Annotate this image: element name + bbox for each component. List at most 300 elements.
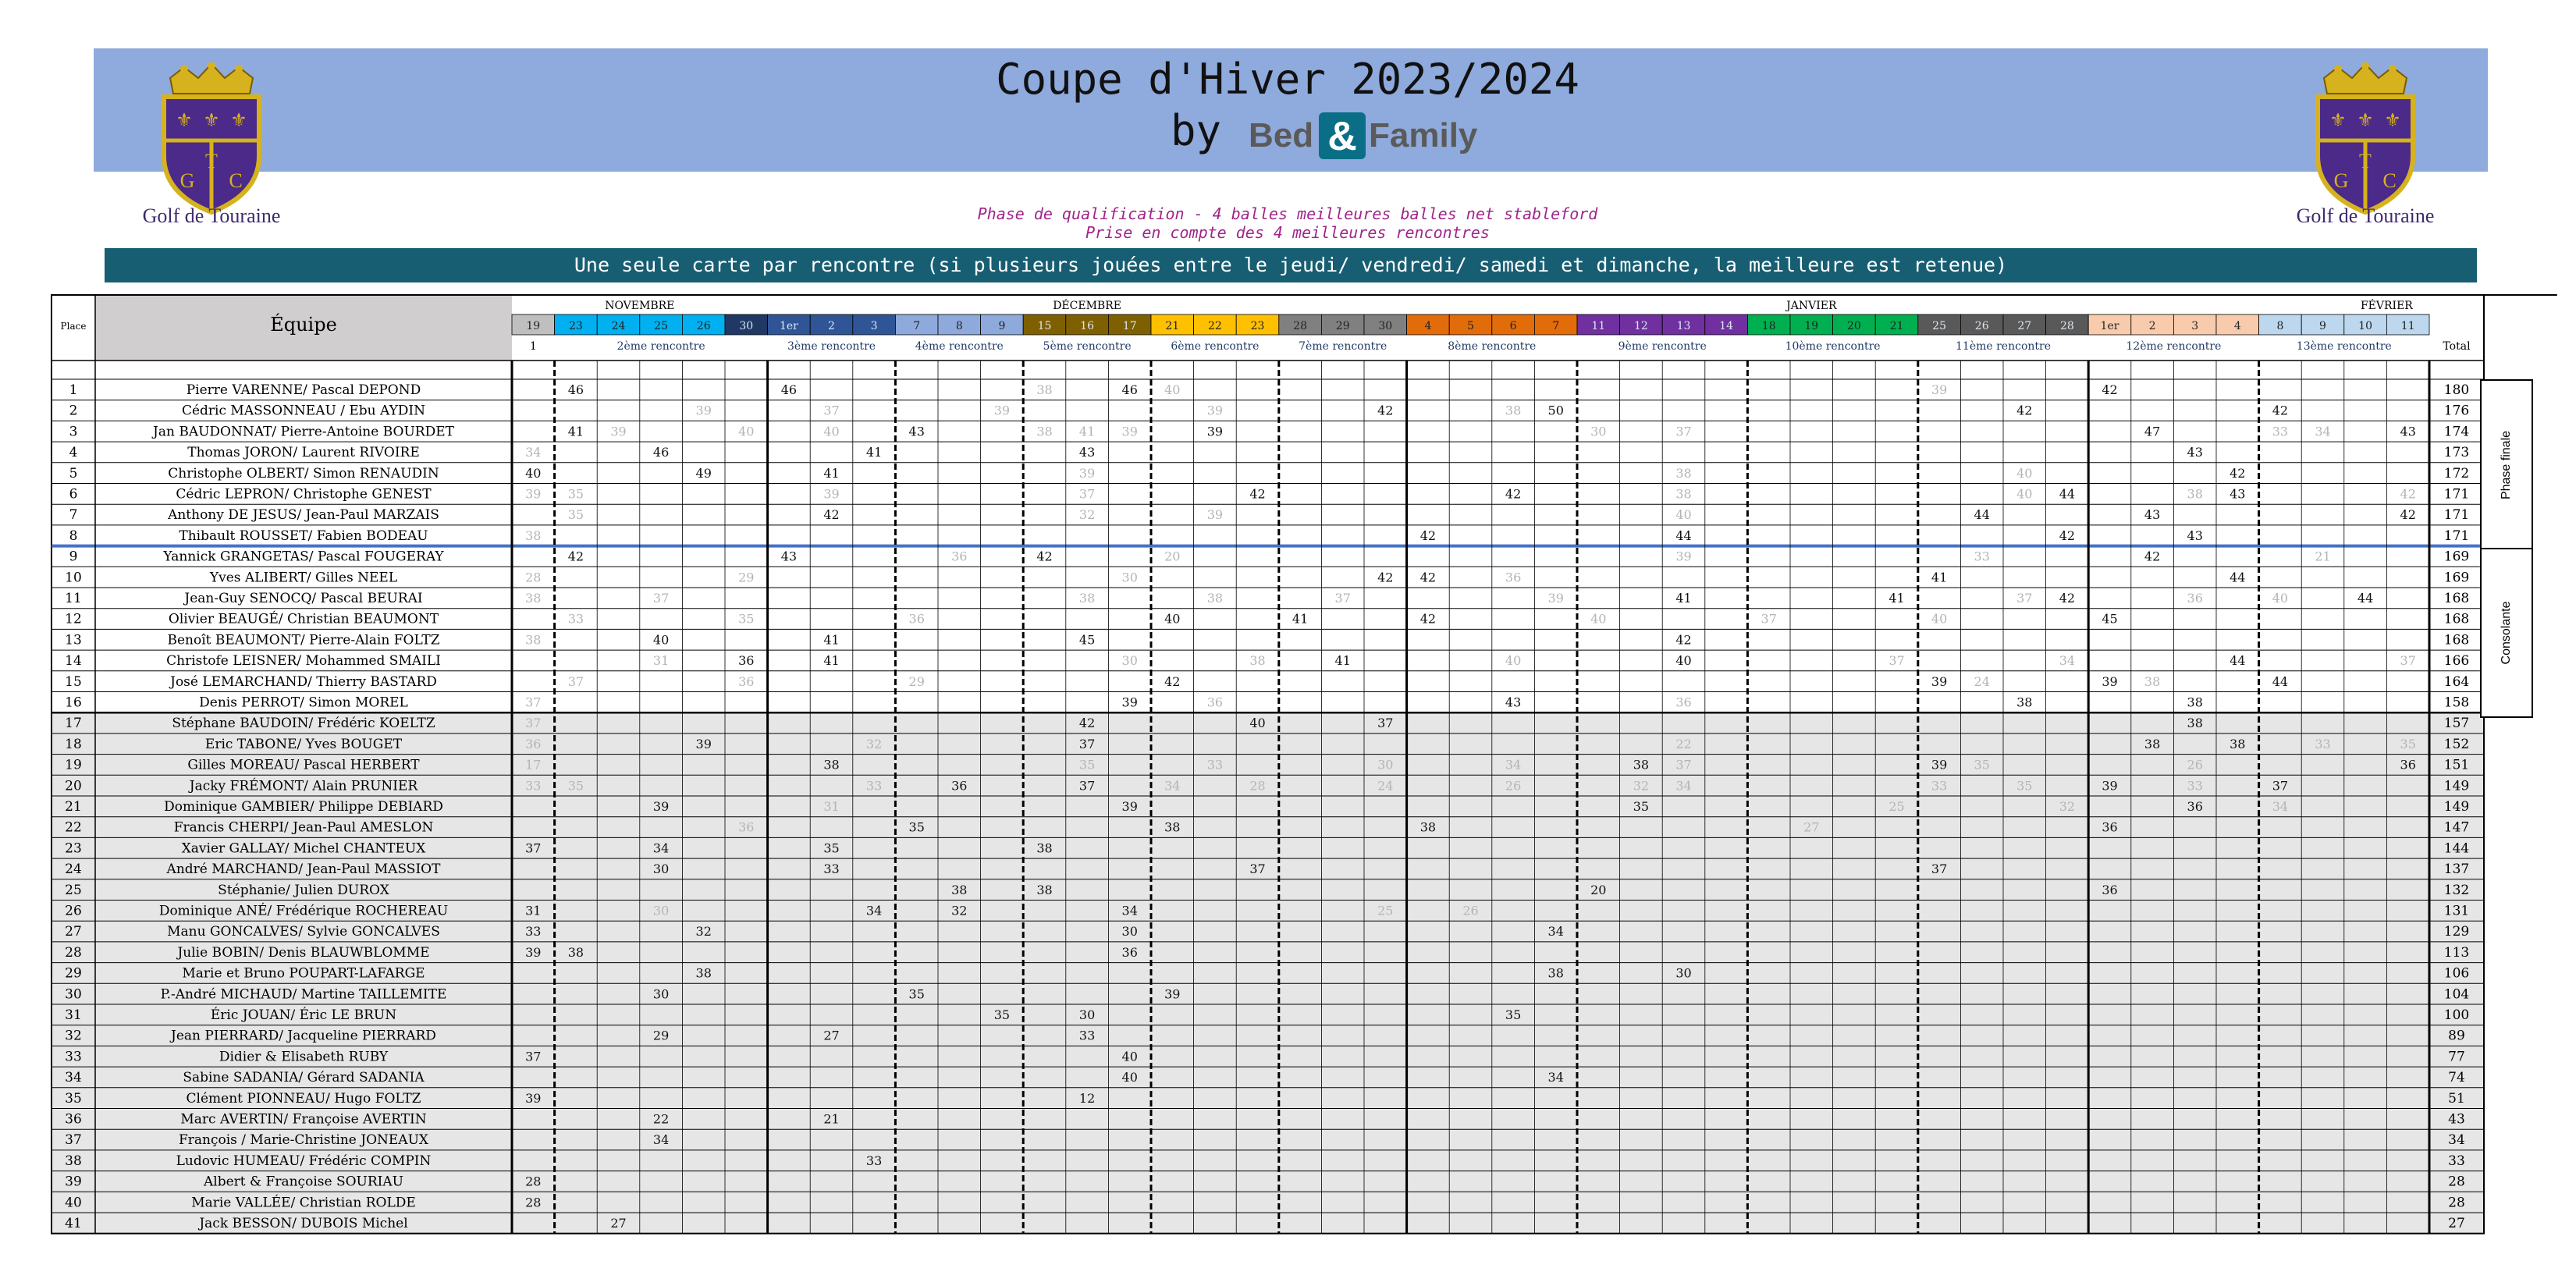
score-cell: 38 (2016, 695, 2033, 710)
place-cell: 2 (69, 403, 78, 419)
round-label-6: 8ème rencontre (1448, 340, 1537, 353)
place-cell: 41 (65, 1216, 82, 1231)
total-cell: 180 (2443, 382, 2470, 398)
score-cell: 38 (1164, 819, 1181, 835)
day-label: 11 (1591, 320, 1606, 332)
score-cell: 38 (2187, 695, 2203, 710)
score-cell: 42 (1164, 673, 1181, 689)
total-cell: 158 (2443, 695, 2470, 711)
score-cell: 37 (567, 673, 584, 689)
score-cell: 40 (738, 424, 755, 439)
score-cell: 46 (652, 445, 670, 460)
score-cell: 33 (1206, 757, 1224, 773)
score-cell: 42 (2144, 549, 2161, 564)
score-cell: 33 (2315, 736, 2331, 751)
total-cell: 147 (2443, 819, 2470, 836)
day-label: 2 (828, 320, 835, 332)
score-cell: 50 (1547, 403, 1564, 418)
score-cell: 34 (652, 840, 670, 856)
score-cell: 38 (525, 528, 542, 543)
score-cell: 35 (908, 819, 925, 835)
day-label: 11 (2400, 320, 2415, 332)
score-cell: 44 (1675, 528, 1692, 543)
total-cell: 33 (2448, 1153, 2465, 1169)
team-cell: Pierre VARENNE/ Pascal DEPOND (186, 382, 421, 398)
day-label: 17 (1122, 320, 1137, 332)
score-cell: 37 (1675, 757, 1692, 773)
total-cell: 157 (2443, 716, 2470, 732)
place-cell: 29 (65, 965, 82, 982)
score-cell: 36 (1505, 570, 1522, 585)
total-cell: 149 (2443, 799, 2470, 815)
score-cell: 44 (2059, 486, 2076, 502)
score-cell: 39 (1206, 424, 1224, 439)
round-label-9: 11ème rencontre (1956, 340, 2051, 353)
score-cell: 34 (865, 903, 883, 918)
place-cell: 23 (65, 840, 82, 857)
month-label-3: FÉVRIER (2360, 300, 2413, 312)
score-cell: 25 (1888, 799, 1905, 814)
score-cell: 30 (1675, 965, 1692, 981)
score-cell: 41 (865, 445, 883, 460)
score-cell: 42 (2272, 403, 2289, 418)
total-cell: 171 (2443, 507, 2470, 524)
score-cell: 41 (823, 653, 840, 669)
score-cell: 39 (1931, 382, 1948, 397)
score-cell: 39 (525, 1090, 542, 1106)
round-label-4: 6ème rencontre (1171, 340, 1260, 353)
svg-text:⚜: ⚜ (230, 109, 247, 131)
place-cell: 27 (65, 924, 82, 940)
score-cell: 35 (567, 486, 584, 502)
score-cell: 30 (1078, 1007, 1096, 1022)
score-cell: 40 (1505, 653, 1522, 669)
score-cell: 30 (652, 986, 670, 1002)
score-cell: 39 (1078, 465, 1096, 481)
score-cell: 26 (1462, 903, 1479, 918)
team-cell: Julie BOBIN/ Denis BLAUWBLOMME (177, 944, 430, 961)
score-cell: 24 (1974, 673, 1990, 689)
place-cell: 16 (65, 695, 82, 711)
score-cell: 36 (951, 549, 968, 564)
score-cell: 42 (1419, 570, 1437, 585)
team-cell: Jean PIERRARD/ Jacqueline PIERRARD (171, 1028, 436, 1044)
score-cell: 37 (525, 695, 542, 710)
score-cell: 38 (823, 757, 840, 773)
score-cell: 27 (1803, 819, 1820, 835)
score-cell: 40 (1590, 611, 1607, 627)
place-cell: 22 (65, 819, 82, 836)
score-cell: 43 (908, 424, 925, 439)
sponsor-right: Family (1369, 116, 1478, 155)
day-label: 8 (2276, 320, 2284, 332)
score-cell: 28 (525, 1195, 542, 1210)
day-label: 21 (1165, 320, 1180, 332)
score-cell: 42 (823, 507, 840, 523)
team-cell: Stéphane BAUDOIN/ Frédéric KOELTZ (172, 716, 435, 732)
score-cell: 38 (1206, 591, 1224, 606)
place-cell: 19 (65, 757, 82, 773)
day-label: 14 (1719, 320, 1734, 332)
day-label: 1er (2100, 320, 2119, 332)
day-label: 23 (568, 320, 583, 332)
score-cell: 40 (1121, 1049, 1138, 1064)
score-cell: 34 (525, 445, 542, 460)
score-cell: 42 (1377, 403, 1394, 418)
score-cell: 42 (1505, 486, 1522, 502)
day-label: 18 (1761, 320, 1776, 332)
team-cell: Thomas JORON/ Laurent RIVOIRE (187, 445, 420, 461)
svg-text:⚜: ⚜ (2329, 109, 2347, 131)
score-cell: 37 (1888, 653, 1905, 669)
team-cell: Cédric MASSONNEAU / Ebu AYDIN (181, 403, 426, 419)
day-label: 25 (654, 320, 669, 332)
team-cell: Olivier BEAUGÉ/ Christian BEAUMONT (168, 611, 439, 627)
score-cell: 43 (2187, 445, 2203, 460)
team-cell: François / Marie-Christine JONEAUX (178, 1132, 429, 1149)
month-label-0: NOVEMBRE (605, 300, 675, 312)
team-cell: P.-André MICHAUD/ Martine TAILLEMITE (160, 986, 447, 1003)
club-name-right: Golf de Touraine (2296, 204, 2435, 227)
score-cell: 27 (823, 1028, 840, 1043)
place-cell: 35 (65, 1090, 82, 1107)
score-cell: 37 (2400, 653, 2416, 669)
svg-text:G: G (2333, 169, 2349, 192)
round-label-7: 9ème rencontre (1618, 340, 1707, 353)
total-cell: 173 (2443, 445, 2470, 461)
place-cell: 30 (65, 986, 82, 1003)
place-cell: 26 (65, 903, 82, 919)
total-cell: 168 (2443, 611, 2470, 627)
place-cell: 6 (69, 486, 78, 503)
day-label: 9 (2319, 320, 2326, 332)
svg-text:⚜: ⚜ (176, 109, 193, 131)
club-name-left: Golf de Touraine (142, 204, 281, 227)
svg-text:C: C (229, 169, 243, 192)
place-cell: 5 (69, 465, 78, 481)
day-label: 10 (2358, 320, 2373, 332)
team-cell: Éric JOUAN/ Éric LE BRUN (210, 1007, 397, 1023)
place-cell: 10 (65, 570, 82, 586)
score-cell: 36 (2187, 799, 2203, 814)
score-cell: 25 (1377, 903, 1394, 918)
total-cell: 144 (2443, 840, 2470, 857)
score-cell: 39 (1121, 695, 1138, 710)
score-cell: 38 (1036, 840, 1053, 856)
place-cell: 36 (65, 1111, 82, 1128)
score-cell: 39 (1675, 549, 1692, 564)
total-cell: 137 (2443, 861, 2470, 878)
score-cell: 47 (2144, 424, 2161, 439)
score-cell: 38 (2144, 736, 2161, 751)
score-cell: 28 (525, 570, 542, 585)
place-cell: 18 (65, 736, 82, 752)
place-cell: 34 (65, 1070, 82, 1086)
total-cell: 89 (2448, 1028, 2465, 1044)
consolante-label: Consolante (2500, 601, 2513, 665)
svg-text:C: C (2382, 169, 2397, 192)
team-cell: Didier & Elisabeth RUBY (219, 1049, 389, 1065)
place-cell: 20 (65, 778, 82, 794)
score-cell: 33 (823, 861, 840, 877)
score-cell: 40 (652, 632, 670, 648)
team-cell: Albert & Françoise SOURIAU (204, 1174, 403, 1190)
day-label: 21 (1889, 320, 1904, 332)
score-cell: 40 (1931, 611, 1948, 627)
score-cell: 42 (2400, 486, 2416, 502)
score-cell: 31 (823, 799, 840, 814)
total-cell: 129 (2443, 924, 2470, 940)
score-cell: 38 (567, 944, 584, 960)
score-cell: 41 (1931, 570, 1948, 585)
score-cell: 41 (1334, 653, 1351, 669)
team-cell: Anthony DE JESUS/ Jean-Paul MARZAIS (168, 507, 439, 524)
place-cell: 9 (69, 549, 78, 565)
day-label: 23 (1250, 320, 1265, 332)
score-cell: 42 (2059, 591, 2076, 606)
day-label: 2 (2148, 320, 2156, 332)
score-cell: 42 (2400, 507, 2416, 523)
score-cell: 40 (2016, 465, 2033, 481)
score-cell: 44 (2357, 591, 2374, 606)
score-cell: 33 (2272, 424, 2289, 439)
score-cell: 36 (738, 819, 755, 835)
score-cell: 49 (695, 465, 712, 481)
svg-text:G: G (179, 169, 195, 192)
score-cell: 39 (2102, 778, 2118, 794)
place-cell: 8 (69, 528, 78, 544)
score-cell: 38 (1036, 424, 1053, 439)
score-cell: 37 (1931, 861, 1948, 877)
score-cell: 46 (567, 382, 584, 397)
day-label: 22 (1207, 320, 1222, 332)
score-cell: 29 (652, 1028, 670, 1043)
total-cell: 166 (2443, 653, 2470, 670)
score-cell: 12 (1078, 1090, 1096, 1106)
place-cell: 33 (65, 1049, 82, 1065)
score-cell: 37 (2272, 778, 2289, 794)
score-cell: 35 (1633, 799, 1650, 814)
score-cell: 41 (823, 632, 840, 648)
score-cell: 22 (1675, 736, 1692, 751)
day-label: 12 (1633, 320, 1648, 332)
score-cell: 43 (2400, 424, 2416, 439)
score-cell: 39 (652, 799, 670, 814)
day-label: 13 (1676, 320, 1691, 332)
day-label: 30 (739, 320, 754, 332)
score-cell: 41 (1292, 611, 1309, 627)
score-cell: 35 (993, 1007, 1011, 1022)
score-cell: 37 (1675, 424, 1692, 439)
score-cell: 37 (823, 403, 840, 418)
day-label: 20 (1846, 320, 1861, 332)
team-cell: Jacky FRÉMONT/ Alain PRUNIER (189, 778, 418, 794)
score-cell: 37 (1377, 716, 1394, 731)
score-cell: 30 (652, 903, 670, 918)
score-cell: 38 (695, 965, 712, 981)
score-cell: 32 (865, 736, 883, 751)
total-cell: 169 (2443, 570, 2470, 586)
place-cell: 15 (65, 673, 82, 690)
round-label-2: 4ème rencontre (915, 340, 1004, 353)
round-label-8: 10ème rencontre (1785, 340, 1881, 353)
score-cell: 40 (1249, 716, 1266, 731)
score-cell: 43 (1078, 445, 1096, 460)
score-cell: 42 (1675, 632, 1692, 648)
score-cell: 38 (2144, 673, 2161, 689)
score-cell: 40 (1164, 611, 1181, 627)
score-cell: 35 (2016, 778, 2033, 794)
place-cell: 24 (65, 861, 82, 878)
score-cell: 38 (1249, 653, 1266, 669)
score-cell: 37 (525, 840, 542, 856)
team-cell: Jan BAUDONNAT/ Pierre-Antoine BOURDET (153, 424, 454, 440)
score-cell: 38 (1419, 819, 1437, 835)
team-cell: Marc AVERTIN/ Françoise AVERTIN (180, 1111, 427, 1128)
score-cell: 26 (1505, 778, 1522, 794)
score-cell: 22 (652, 1111, 670, 1127)
total-cell: 151 (2443, 757, 2470, 773)
score-cell: 27 (610, 1216, 627, 1231)
day-label: 25 (1932, 320, 1947, 332)
page-title: Coupe d'Hiver 2023/2024 (996, 55, 1579, 104)
score-cell: 38 (1505, 403, 1522, 418)
score-cell: 39 (993, 403, 1011, 418)
total-cell: 168 (2443, 632, 2470, 648)
score-cell: 38 (525, 632, 542, 648)
score-cell: 34 (1505, 757, 1522, 773)
team-cell: André MARCHAND/ Jean-Paul MASSIOT (166, 861, 441, 878)
score-cell: 42 (2230, 465, 2246, 481)
team-cell: Francis CHERPI/ Jean-Paul AMESLON (173, 819, 434, 836)
total-cell: 149 (2443, 778, 2470, 794)
place-cell: 3 (69, 424, 78, 440)
score-cell: 43 (1505, 695, 1522, 710)
place-cell: 31 (65, 1007, 82, 1023)
round-label-11: 13ème rencontre (2296, 340, 2392, 353)
score-cell: 30 (1590, 424, 1607, 439)
rule-banner: Une seule carte par rencontre (si plusieurs jouées entre le jeudi/ vendredi/ samedi et dimanche, la meilleure est retenue) (105, 248, 2477, 282)
score-cell: 32 (1633, 778, 1650, 794)
total-cell: 51 (2448, 1090, 2465, 1107)
score-cell: 33 (865, 1153, 883, 1168)
consolante-box (2480, 548, 2533, 718)
round-label-3: 5ème rencontre (1043, 340, 1132, 353)
day-label: 29 (1335, 320, 1350, 332)
score-cell: 37 (1078, 778, 1096, 794)
score-cell: 42 (2016, 403, 2033, 418)
score-cell: 41 (1675, 591, 1692, 606)
score-cell: 40 (823, 424, 840, 439)
score-cell: 36 (2102, 882, 2118, 897)
total-cell: 169 (2443, 549, 2470, 565)
team-cell: Marie et Bruno POUPART-LAFARGE (182, 965, 425, 982)
score-cell: 35 (1974, 757, 1990, 773)
score-cell: 36 (908, 611, 925, 627)
score-cell: 40 (1675, 507, 1692, 523)
score-cell: 36 (2102, 819, 2118, 835)
score-cell: 41 (1078, 424, 1096, 439)
score-cell: 41 (823, 465, 840, 481)
score-cell: 34 (2315, 424, 2331, 439)
score-cell: 38 (2187, 486, 2203, 502)
round-label-0: 2ème rencontre (616, 340, 705, 353)
total-cell: 28 (2448, 1195, 2465, 1211)
team-cell: Dominique GAMBIER/ Philippe DEBIARD (164, 799, 443, 815)
score-cell: 37 (525, 716, 542, 731)
total-cell: 77 (2448, 1049, 2465, 1065)
score-cell: 39 (695, 736, 712, 751)
place-cell: 12 (65, 611, 82, 627)
team-cell: Manu GONCALVES/ Sylvie GONCALVES (167, 924, 440, 940)
day-label: 16 (1080, 320, 1095, 332)
score-cell: 37 (2016, 591, 2033, 606)
score-cell: 35 (567, 507, 584, 523)
score-cell: 40 (1164, 382, 1181, 397)
total-header: Total (2443, 340, 2471, 353)
score-cell: 38 (1547, 965, 1564, 981)
score-cell: 33 (1974, 549, 1990, 564)
score-cell: 40 (525, 465, 542, 481)
score-cell: 20 (1590, 882, 1607, 897)
score-cell: 37 (1078, 736, 1096, 751)
score-cell: 30 (1377, 757, 1394, 773)
day-label: 1er (779, 320, 798, 332)
score-cell: 44 (2230, 570, 2246, 585)
score-cell: 33 (1078, 1028, 1096, 1043)
day-label: 5 (1467, 320, 1474, 332)
total-cell: 74 (2448, 1070, 2465, 1086)
day-label: 27 (2017, 320, 2032, 332)
score-cell: 44 (2230, 653, 2246, 669)
score-cell: 42 (1419, 528, 1437, 543)
total-cell: 106 (2443, 965, 2470, 982)
day-label: 24 (611, 320, 626, 332)
score-cell: 36 (2187, 591, 2203, 606)
total-cell: 113 (2443, 944, 2470, 961)
team-cell: Stéphanie/ Julien DUROX (218, 882, 389, 898)
total-cell: 132 (2443, 882, 2470, 898)
score-cell: 30 (1121, 924, 1138, 940)
score-cell: 37 (1249, 861, 1266, 877)
score-cell: 34 (1547, 924, 1564, 940)
score-cell: 39 (1931, 673, 1948, 689)
score-cell: 34 (2059, 653, 2076, 669)
score-cell: 34 (1675, 778, 1692, 794)
score-cell: 36 (1675, 695, 1692, 710)
total-cell: 104 (2443, 986, 2470, 1003)
place-cell: 28 (65, 944, 82, 961)
svg-text:T: T (205, 150, 218, 172)
place-cell: 4 (69, 445, 78, 461)
day-label: 30 (1378, 320, 1393, 332)
score-cell: 36 (738, 653, 755, 669)
sponsor-left: Bed (1249, 116, 1314, 155)
score-cell: 41 (567, 424, 584, 439)
score-cell: 37 (652, 591, 670, 606)
svg-text:T: T (2359, 150, 2372, 172)
team-cell: Yves ALIBERT/ Gilles NEEL (209, 570, 398, 586)
score-cell: 42 (1419, 611, 1437, 627)
svg-text:⚜: ⚜ (2384, 109, 2401, 131)
day-label: 28 (2059, 320, 2074, 332)
score-cell: 38 (2187, 716, 2203, 731)
score-cell: 38 (1675, 486, 1692, 502)
score-cell: 17 (525, 757, 542, 773)
score-cell: 36 (1206, 695, 1224, 710)
score-cell: 42 (1377, 570, 1394, 585)
score-cell: 43 (2187, 528, 2203, 543)
